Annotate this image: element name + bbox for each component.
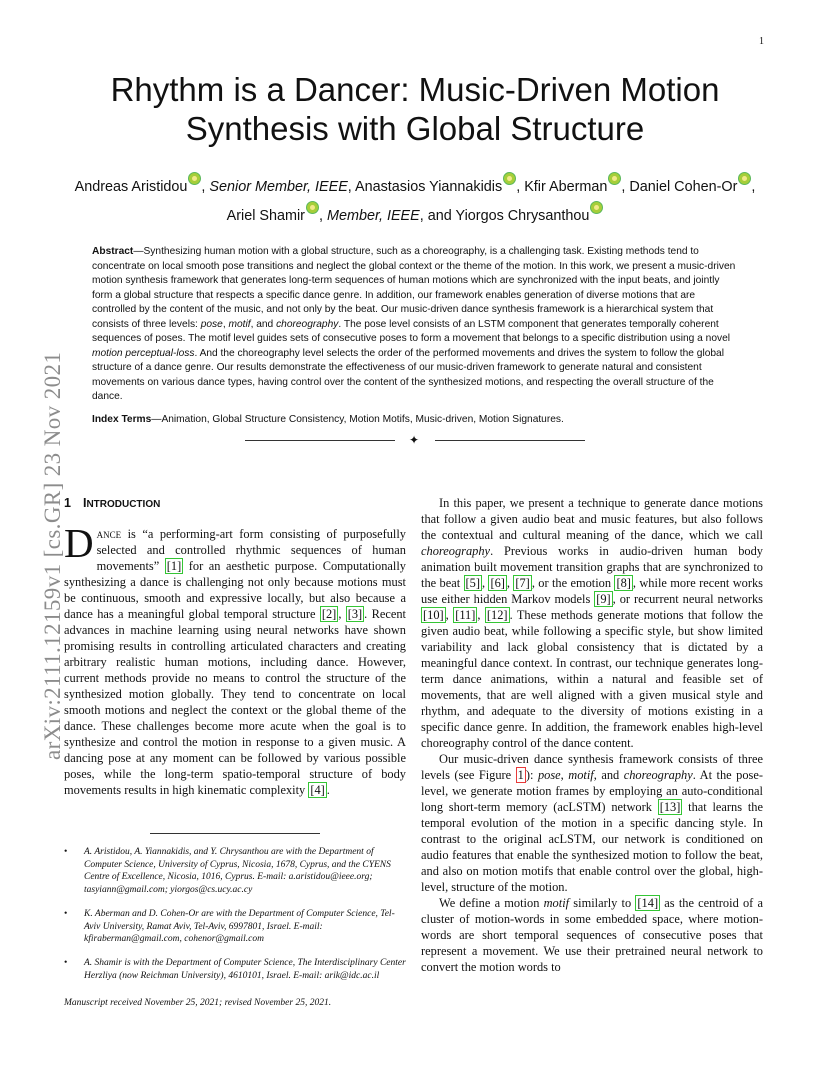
section-separator: [245, 433, 585, 447]
body-paragraph: Our music-driven dance synthesis framework consists of three levels (see Figure 1 ): pose, motif, and choreography. At the pose-level, we generate motion frames by employing an auto-conditional long short-term memory (acLSTM) network [13] that learns the temporal evolution of the motion in a specific dancing style. In contrast to the original acLSTM, our network is conditioned on audio features that enable the synthesized motion to follow the beat, and also on motion motifs that enable control over the global, high-level, structure of the motion.: [421, 752, 764, 894]
affiliation-footnote: • A. Aristidou, A. Yiannakidis, and Y. Chrysanthou are with the Department of Computer Science, University of Cyprus, Nicosia, 1678, Cyprus, and the CYENS Centre of Excellence, Nicosia, 1016, Cyprus. E-mail: a.aristidou@ieee.org; tasyiann@gmail.com; yiorgos@cs.ucy.ac.cy: [64, 847, 391, 895]
body-paragraph: In this paper, we present a technique to generate dance motions that follow a given audio beat and music features, but also follows the contextual and cultural meaning of the dance, which we call choreography. Previous works in audio-driven human body animation built movement transition graphs that are synchronized to the beat [5] , [6] , [7] , or the emotion [8] , while more recent works use either hidden Markov models [9] , or recurrent neural networks [10] , [11] , [12] . These methods generate motions that follow the given audio beat, while following a specific style, but show limited variability and lack global consistency that is dictated by a meaningful dance context. In contrast, our technique generates long-term dance animations, within a natural and feasible set of movements, that are well aligned with a given musical style and rhythm, and adequate to the diversity of motions existing in a specific dance genre. In addition, the framework enables high-level choreography control of the dance content.: [421, 496, 763, 750]
orcid-icon[interactable]: [608, 172, 621, 185]
separator-line: [245, 440, 395, 441]
author-name: Ariel Shamir: [226, 208, 305, 224]
orcid-icon[interactable]: [590, 201, 603, 214]
paper-title: Rhythm is a Dancer: Music-Driven Motion Synthesis with Global Structure: [110, 71, 720, 147]
orcid-icon[interactable]: [738, 172, 751, 185]
drop-cap: D: [64, 520, 94, 566]
citation-link[interactable]: [12]: [486, 608, 508, 622]
citation-link[interactable]: [4]: [310, 783, 325, 797]
orcid-icon[interactable]: [188, 172, 201, 185]
section-number: 1: [64, 496, 71, 510]
affiliation-footnote: • A. Shamir is with the Department of Computer Science, The Interdisciplinary Center Herzliya (now Reichman University), 4610101, Israel. E-mail: arik@idc.ac.il: [64, 958, 406, 981]
citation-link[interactable]: [9]: [596, 592, 611, 606]
intro-paragraph: Dance is “a performing-art form consisting of purposefully selected and controlled rhythmic sequences of human movements” [1] for an aesthetic purpose. Computationally synthesizing a dance is challenging not only because motions must be continuous, smooth and expressive locally, but also because a dance has a meaningful global temporal structure [2] , [3] . Recent advances in machine learning using neural networks have shown promising results in controlling articulated characters and creating arbitrary realistic human motions, including dance. However, current methods provide no means to control the structure of the synthesized motion globally. They tend to concentrate on local smooth motions and neglect the context or the global theme of the dance. These challenges become more acute when the goal is to synthesize and control the motion in response to a given music. A dancing pose at any moment can be followed by various possible poses, while the long-term spatio-temporal structure of body movements results in high kinematic complexity [4] .: [64, 520, 406, 797]
citation-link[interactable]: [13]: [659, 800, 681, 814]
abstract-label: Abstract: [92, 246, 134, 257]
author-role: Senior Member, IEEE: [209, 179, 348, 195]
section-title: NTRODUCTION: [86, 499, 161, 510]
left-column: [64, 495, 406, 798]
section-heading: 1 INTRODUCTION: [64, 496, 161, 510]
citation-link[interactable]: [14]: [637, 896, 659, 910]
citation-link[interactable]: [11]: [455, 608, 476, 622]
arxiv-identifier[interactable]: arXiv:2111.12159v1 [cs.GR] 23 Nov 2021: [40, 351, 65, 760]
author-name: Daniel Cohen-Or: [629, 179, 738, 195]
orcid-icon[interactable]: [306, 201, 319, 214]
citation-link[interactable]: [6]: [490, 576, 505, 590]
author-role: Member, IEEE: [326, 208, 420, 224]
citation-link[interactable]: [10]: [423, 608, 444, 622]
right-column: [421, 495, 763, 975]
separator-line: [435, 440, 585, 441]
body-paragraph: We define a motion motif similarly to [14] as the centroid of a cluster of motion-words in some embedded space, where motion-words are short temporal sequences of consecutive poses that represent a movement. We use their pretrained neural network to convert the motion words to: [421, 896, 763, 974]
citation-link[interactable]: [5]: [465, 576, 480, 590]
figure-link[interactable]: 1: [517, 768, 524, 782]
bullet: •: [64, 958, 68, 968]
citation-link[interactable]: [3]: [347, 607, 363, 621]
manuscript-note: Manuscript received November 25, 2021; revised November 25, 2021.: [64, 998, 332, 1008]
index-terms: Index Terms—Animation, Global Structure Consistency, Motion Motifs, Music-driven, Motion Signatures.: [92, 414, 564, 425]
orcid-icon[interactable]: [503, 172, 516, 185]
affiliation-footnote: • K. Aberman and D. Cohen-Or are with the Department of Computer Science, Tel-Aviv University, Ramat Aviv, Tel-Aviv, 6997801, Israel. E-mail: kfiraberman@gmail.com, cohenor@gmail.com: [64, 909, 395, 944]
author-name: Kfir Aberman: [524, 179, 608, 195]
citation-link[interactable]: [1]: [166, 559, 182, 573]
diamond-icon: ✦: [409, 433, 420, 447]
page-number: 1: [759, 36, 764, 47]
author-list: Andreas Aristidou , Senior Member, IEEE, Anastasios Yiannakidis , Kfir Aberman , Daniel Cohen-Or , Ariel Shamir , Member, IEEE, and Yiorgos Chrysanthou: [55, 172, 775, 230]
citation-link[interactable]: [7]: [515, 576, 530, 590]
author-name: Andreas Aristidou: [74, 179, 188, 195]
bullet: •: [64, 909, 68, 919]
citation-link[interactable]: [2]: [321, 607, 337, 621]
author-name: Yiorgos Chrysanthou: [455, 208, 590, 224]
citation-link[interactable]: [8]: [616, 576, 631, 590]
footnote-rule: [150, 833, 320, 834]
bullet: •: [64, 847, 68, 857]
author-name: Anastasios Yiannakidis: [355, 179, 503, 195]
index-terms-label: Index Terms: [92, 414, 152, 425]
abstract: Abstract—Synthesizing human motion with a global structure, such as a choreography, is a challenging task. Existing methods tend to concentrate on local smooth pose transitions and neglect the global context or the theme of the motion. In this work, we present a music-driven motion synthesis framework that generates long-term sequences of human motions which are synchronized with the input beats, and jointly form a global structure that respects a specific dance genre. In addition, our framework enables generation of diverse motions that are controlled by the content of the music, and not only by the beat. Our music-driven dance synthesis framework is a hierarchical system that consists of three levels: pose, motif, and choreography. The pose level consists of an LSTM component that generates temporally coherent sequences of poses. The motif level guides sets of consecutive poses to form a movement that belongs to a specific distribution using a novel motion perceptual-loss. And the choreography level selects the order of the performed movements and drives the system to follow the global structure of a dance genre. Our results demonstrate the effectiveness of our music-driven framework to generate natural and consistent movements on various dance types, having control over the content of the synthesized motions, and respecting the overall structure of the dance.: [92, 246, 736, 402]
